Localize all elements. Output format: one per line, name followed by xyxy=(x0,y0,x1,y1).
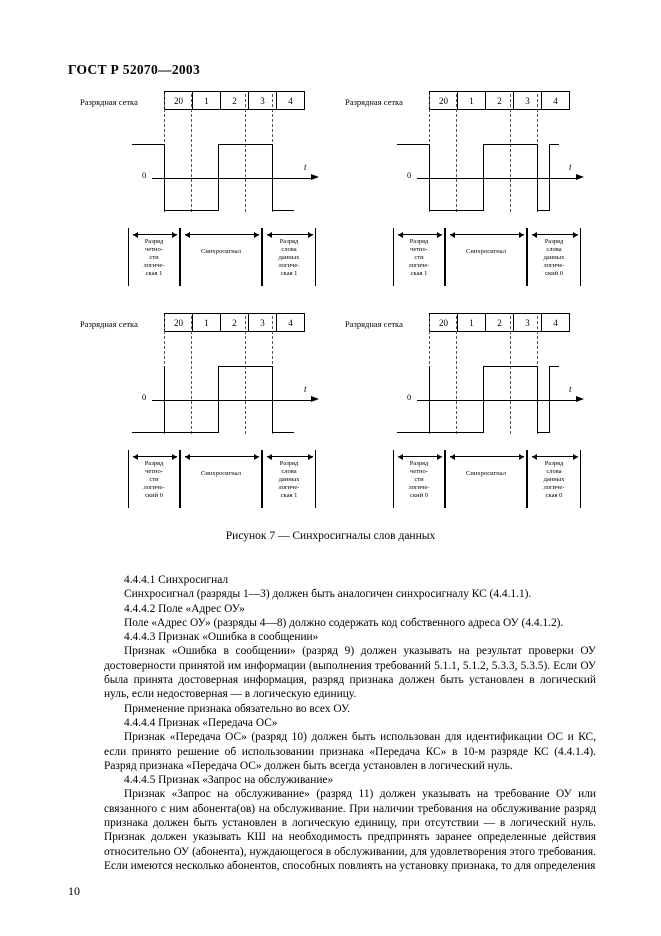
waveform-segment xyxy=(549,144,559,145)
grid-dash xyxy=(191,316,192,434)
t-label: t xyxy=(304,384,307,394)
body-text xyxy=(104,573,596,873)
annotation-text: Синхросигнал xyxy=(201,470,241,477)
bit-cell: 20 xyxy=(430,92,458,109)
annotation-box xyxy=(180,228,262,286)
annotation-box xyxy=(128,228,180,286)
figure-7 xyxy=(0,88,661,548)
grid-dash xyxy=(510,94,511,212)
span-arrow xyxy=(532,456,578,457)
zero-label: 0 xyxy=(407,392,412,402)
waveform-segment xyxy=(549,366,559,367)
span-arrow xyxy=(450,456,524,457)
annotation-text: Разряд слова данных логиче- ская 0 xyxy=(543,460,565,499)
bit-grid xyxy=(429,313,570,332)
paragraph: 4.4.4.4 Признак «Передача ОС» xyxy=(124,716,278,729)
annotation-text: Разряд четно- сти логиче- ская 1 xyxy=(408,238,430,277)
waveform-segment xyxy=(272,210,294,211)
waveform-segment xyxy=(132,432,164,433)
bit-grid xyxy=(429,91,570,110)
waveform-plot xyxy=(80,110,330,220)
t-label: t xyxy=(569,384,572,394)
waveform-segment xyxy=(429,144,430,211)
bit-cell: 1 xyxy=(193,92,221,109)
annotation-box xyxy=(180,450,262,508)
waveform-segment xyxy=(537,144,538,211)
waveform-segment xyxy=(483,366,537,367)
waveform-segment xyxy=(483,366,484,433)
standard-header: ГОСТ Р 52070—2003 xyxy=(68,62,201,77)
annotation-box xyxy=(262,228,316,286)
waveform-plot xyxy=(345,110,595,220)
span-arrow xyxy=(185,456,259,457)
grid-dash xyxy=(245,316,246,434)
grid-label: Разрядная сетка xyxy=(345,319,403,329)
bit-cell: 1 xyxy=(193,314,221,331)
paragraph: 4.4.4.1 Синхросигнал xyxy=(124,574,229,586)
bit-cell: 1 xyxy=(458,314,486,331)
grid-label: Разрядная сетка xyxy=(345,97,403,107)
paragraph: Признак «Запрос на обслуживание» (разряд 11) должен указывать на требование ОУ или связанного с ним абонента(ов) на обслуживание. При наличии требования на обслуживание разряд признака должен быть установлен в логическую единицу, при отсутствии — в логический нуль. Признак должен указывать КШ на необходимость предпринять заранее определенные действия относительно ОУ (абонента), нуждающегося в обслуживании, для удовлетворения этого требования. Если имеются несколько абонентов, способных повлиять на установку признака, то для определения xyxy=(104,788,596,872)
time-axis-arrow xyxy=(311,396,319,402)
bit-cell: 4 xyxy=(553,95,558,106)
waveform-plot xyxy=(80,332,330,442)
diagram-bottom-left xyxy=(80,310,330,515)
bit-cell: 20 xyxy=(430,314,458,331)
waveform-segment xyxy=(164,210,218,211)
span-arrow xyxy=(450,234,524,235)
paragraph: Применение признака обязательно во всех ОУ. xyxy=(124,702,351,715)
annotation-box xyxy=(393,228,445,286)
annotation-text: Синхросигнал xyxy=(466,470,506,477)
paragraph: 4.4.4.3 Признак «Ошибка в сообщении» xyxy=(124,631,319,644)
waveform-segment xyxy=(549,144,550,211)
bit-cell: 2 xyxy=(486,314,514,331)
waveform-segment xyxy=(164,432,218,433)
bit-cell: 4 xyxy=(288,95,293,106)
waveform-plot xyxy=(345,332,595,442)
time-axis xyxy=(417,400,577,401)
waveform-segment xyxy=(537,366,538,433)
annotation-text: Разряд слова данных логиче- ский 0 xyxy=(543,238,565,277)
paragraph: 4.4.4.2 Поле «Адрес ОУ» xyxy=(124,602,245,615)
paragraph: Синхросигнал (разряды 1—3) должен быть аналогичен синхросигналу КС (4.4.1.1). xyxy=(124,588,532,601)
waveform-segment xyxy=(429,366,430,433)
waveform-segment xyxy=(397,432,429,433)
grid-dash xyxy=(456,94,457,212)
zero-label: 0 xyxy=(142,170,147,180)
waveform-segment xyxy=(537,432,549,433)
annotation-row xyxy=(128,450,316,508)
waveform-segment xyxy=(537,210,549,211)
bit-cell: 2 xyxy=(221,92,249,109)
annotation-row xyxy=(393,450,581,508)
grid-label: Разрядная сетка xyxy=(80,97,138,107)
bit-cell: 4 xyxy=(553,317,558,328)
t-label: t xyxy=(569,162,572,172)
annotation-text: Разряд четно- сти логиче- ский 0 xyxy=(143,460,165,499)
bit-cell: 3 xyxy=(514,92,542,109)
waveform-segment xyxy=(164,178,165,211)
zero-label: 0 xyxy=(142,392,147,402)
span-arrow xyxy=(532,234,578,235)
annotation-text: Разряд четно- сти логиче- ская 1 xyxy=(143,238,165,277)
diagram-top-right xyxy=(345,88,595,293)
bit-cell: 1 xyxy=(458,92,486,109)
t-label: t xyxy=(304,162,307,172)
waveform-segment xyxy=(218,144,272,145)
time-axis xyxy=(417,178,577,179)
bit-cell: 3 xyxy=(514,314,542,331)
waveform-segment xyxy=(164,366,165,433)
time-axis xyxy=(152,400,312,401)
annotation-text: Разряд слова данных логиче- ская 1 xyxy=(278,460,300,499)
waveform-segment xyxy=(218,366,219,433)
bit-cell: 20 xyxy=(165,314,193,331)
grid-dash xyxy=(456,316,457,434)
waveform-segment xyxy=(429,210,483,211)
waveform-segment xyxy=(132,144,164,145)
annotation-box xyxy=(527,228,581,286)
diagram-top-left xyxy=(80,88,330,293)
waveform-segment xyxy=(429,432,483,433)
paragraph: 4.4.4.5 Признак «Запрос на обслуживание» xyxy=(124,774,334,787)
grid-dash xyxy=(245,94,246,212)
annotation-box xyxy=(128,450,180,508)
bit-cell: 2 xyxy=(221,314,249,331)
bit-cell: 2 xyxy=(486,92,514,109)
bit-cell: 3 xyxy=(249,314,277,331)
grid-label: Разрядная сетка xyxy=(80,319,138,329)
annotation-text: Синхросигнал xyxy=(466,248,506,255)
span-arrow xyxy=(133,234,177,235)
annotation-box xyxy=(527,450,581,508)
waveform-segment xyxy=(272,432,294,433)
bit-grid xyxy=(164,313,305,332)
waveform-segment xyxy=(218,144,219,211)
annotation-text: Разряд четно- сти логиче- ский 0 xyxy=(408,460,430,499)
waveform-segment xyxy=(272,144,273,211)
waveform-segment xyxy=(397,144,429,145)
waveform-segment xyxy=(483,144,484,211)
grid-dash xyxy=(191,94,192,212)
annotation-row xyxy=(128,228,316,286)
grid-dash xyxy=(510,316,511,434)
span-arrow xyxy=(185,234,259,235)
figure-caption: Рисунок 7 — Синхросигналы слов данных xyxy=(225,530,436,542)
bit-grid xyxy=(164,91,305,110)
page-number: 10 xyxy=(68,884,80,898)
span-arrow xyxy=(398,234,442,235)
annotation-row xyxy=(393,228,581,286)
bit-cell: 4 xyxy=(288,317,293,328)
annotation-box xyxy=(262,450,316,508)
annotation-text: Синхросигнал xyxy=(201,248,241,255)
annotation-box xyxy=(393,450,445,508)
waveform-segment xyxy=(549,366,550,433)
time-axis-arrow xyxy=(311,174,319,180)
diagram-bottom-right xyxy=(345,310,595,515)
paragraph: Поле «Адрес ОУ» (разряды 4—8) должно содержать код собственного адреса ОУ (4.4.1.2). xyxy=(124,616,564,629)
paragraph: Признак «Передача ОС» (разряд 10) должен быть использован для идентификации ОС и КС, если принято решение об использовании признака «Передача КС» в 10-м разряде КС (4.4.1.4). Разряд признака «Передача ОС» должен быть всегда установлен в логический нуль. xyxy=(104,731,596,772)
bit-cell: 20 xyxy=(165,92,193,109)
span-arrow xyxy=(267,456,313,457)
annotation-box xyxy=(445,228,527,286)
span-arrow xyxy=(398,456,442,457)
waveform-segment xyxy=(272,366,273,433)
annotation-text: Разряд слова данных логиче- ская 1 xyxy=(278,238,300,277)
paragraph: Признак «Ошибка в сообщении» (разряд 9) должен указывать на результат проверки ОУ достоверности принятой им информации (выполнения требований 5.1.1, 5.1.2, 5.3.3, 5.3.5). Если ОУ была принята достоверная информация, разряд признака должен быть установлен в логический нуль, если недостоверная — в логическую единицу. xyxy=(104,645,596,701)
time-axis xyxy=(152,178,312,179)
annotation-box xyxy=(445,450,527,508)
span-arrow xyxy=(267,234,313,235)
waveform-segment xyxy=(164,144,165,178)
time-axis-arrow xyxy=(576,174,584,180)
zero-label: 0 xyxy=(407,170,412,180)
waveform-segment xyxy=(218,366,272,367)
span-arrow xyxy=(133,456,177,457)
waveform-segment xyxy=(483,144,537,145)
bit-cell: 3 xyxy=(249,92,277,109)
time-axis-arrow xyxy=(576,396,584,402)
